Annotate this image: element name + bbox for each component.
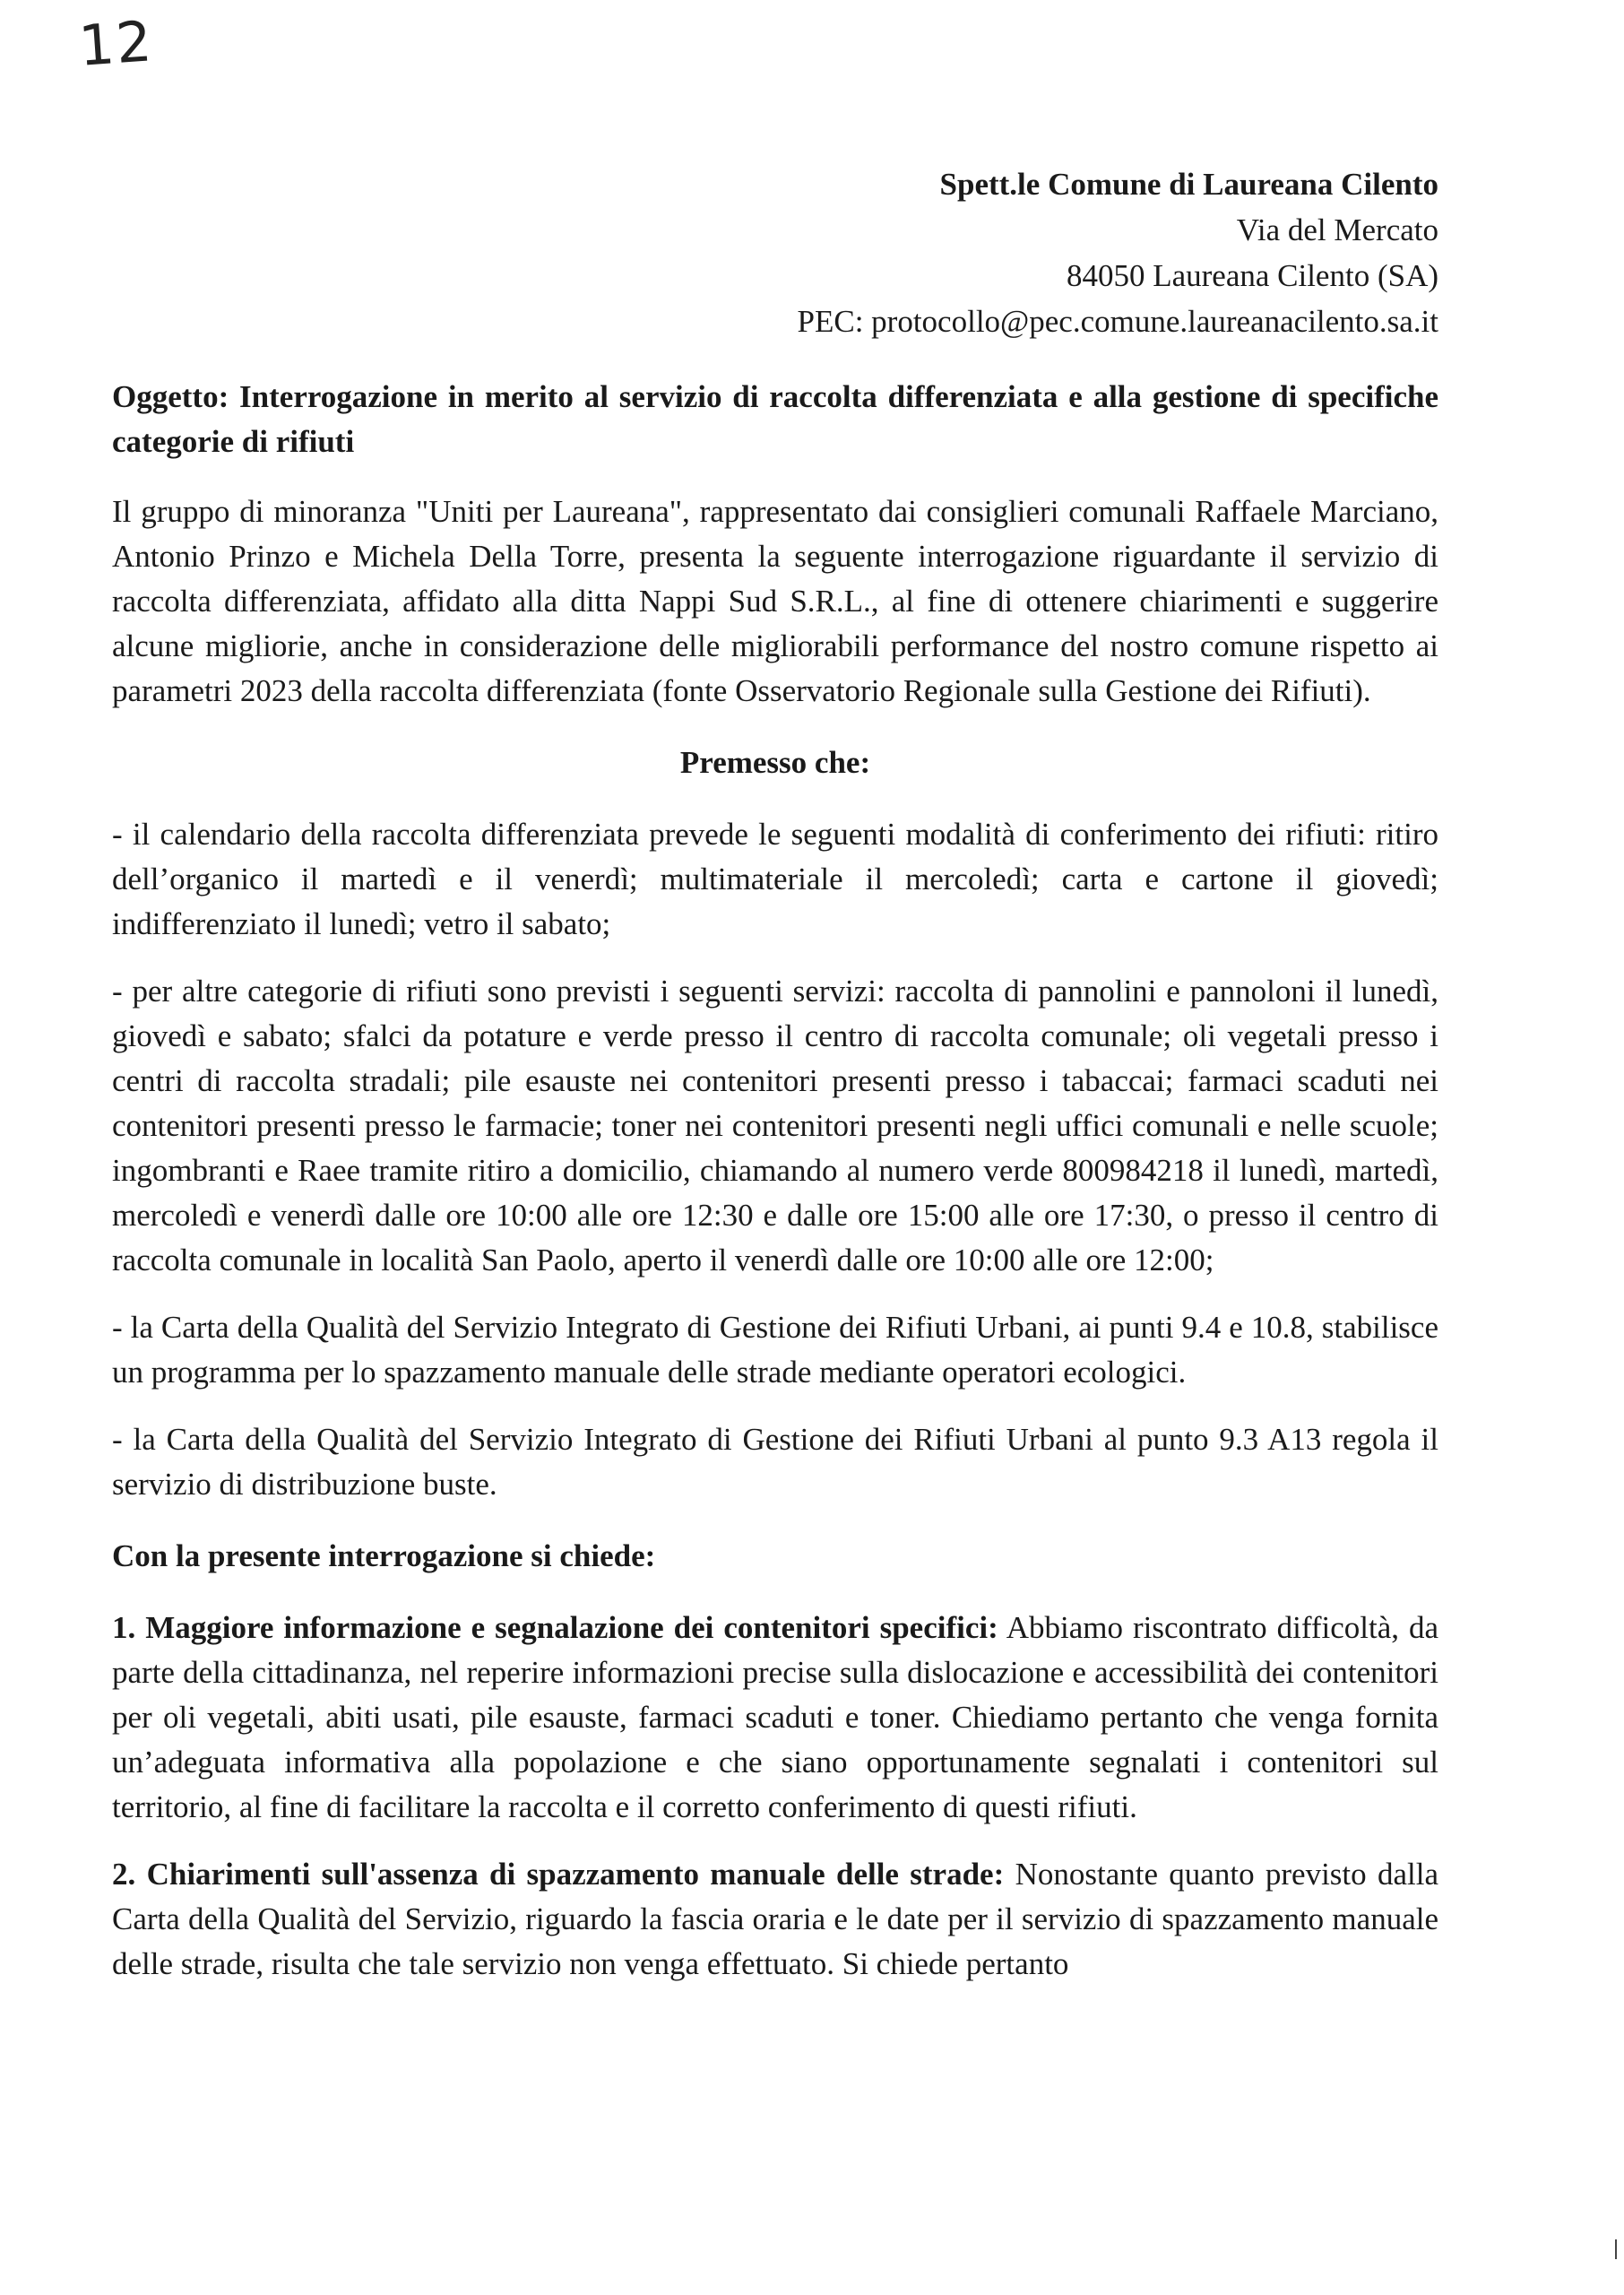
request-item <box>112 1606 1438 1830</box>
premesso-heading: Premesso che: <box>679 745 871 780</box>
recipient-pec: PEC: protocollo@pec.comune.laureanacilento.sa.it <box>797 304 1438 339</box>
premesso-item: - la Carta della Qualità del Servizio Integrato di Gestione dei Rifiuti Urbani al punto 9.3 A13 regola il servizio di distribuzione buste. <box>112 1422 1438 1502</box>
recipient-street: Via del Mercato <box>1236 212 1438 247</box>
scan-edge-mark <box>1615 2239 1617 2259</box>
recipient-address-block <box>798 161 1438 344</box>
handwritten-page-number: 12 <box>76 8 156 79</box>
intro-paragraph: Il gruppo di minoranza "Uniti per Laureana", rappresentato dai consiglieri comunali Raffaele Marciano, Antonio Prinzo e Michela Della Torre, presenta la seguente interrogazione riguardante il servizio di raccolta differenziata, affidato alla ditta Nappi Sud S.R.L., al fine di ottenere chiarimenti e suggerire alcune migliorie, anche in considerazione delle migliorabili performance del nostro comune rispetto ai parametri 2023 della raccolta differenziata (fonte Osservatorio Regionale sulla Gestione dei Rifiuti). <box>112 494 1438 708</box>
premesso-item: - per altre categorie di rifiuti sono previsti i seguenti servizi: raccolta di pannolini e pannoloni il lunedì, giovedì e sabato; sfalci da potature e verde presso il centro di raccolta comunale; oli vegetali presso i centri di raccolta stradali; pile esauste nei contenitori presenti presso i tabaccai; farmaci scaduti nei contenitori presenti presso le farmacie; toner nei contenitori presenti negli uffici comunali e nelle scuole; ingombranti e Raee tramite ritiro a domicilio, chiamando al numero verde 800984218 il lunedì, martedì, mercoledì e venerdì dalle ore 10:00 alle ore 12:30 e dalle ore 15:00 alle ore 17:30, o presso il centro di raccolta comunale in località San Paolo, aperto il venerdì dalle ore 10:00 alle ore 12:00; <box>112 974 1438 1277</box>
premesso-item: - il calendario della raccolta differenziata prevede le seguenti modalità di conferimento dei rifiuti: ritiro dell’organico il martedì e il venerdì; multimateriale il mercoledì; carta e cartone il giovedì; indifferenziato il lunedì; vetro il sabato; <box>112 817 1438 941</box>
request-body: Abbiamo riscontrato difficoltà, da parte della cittadinanza, nel reperire informazioni precise sulla dislocazione e accessibilità dei contenitori per oli vegetali, abiti usati, pile esauste, farmaci scaduti e toner. Chiediamo pertanto che venga fornita un’adeguata informativa alla popolazione e che siano opportunamente segnalati i contenitori sul territorio, al fine di facilitare la raccolta e il corretto conferimento di questi rifiuti. <box>112 1610 1438 1824</box>
recipient-city: 84050 Laureana Cilento (SA) <box>1066 258 1438 293</box>
requests-heading: Con la presente interrogazione si chiede: <box>112 1538 656 1573</box>
request-title: 2. Chiarimenti sull'assenza di spazzamento manuale delle strade: <box>112 1857 1005 1892</box>
subject-line: Oggetto: Interrogazione in merito al servizio di raccolta differenziata e alla gestione di specifiche categorie di rifiuti <box>112 379 1438 459</box>
request-item <box>112 1852 1438 1987</box>
request-body: Nonostante quanto previsto dalla Carta della Qualità del Servizio, riguardo la fascia oraria e le date per il servizio di spazzamento manuale delle strade, risulta che tale servizio non venga effettuato. Si chiede pertanto <box>112 1857 1438 1981</box>
recipient-name: Spett.le Comune di Laureana Cilento <box>939 167 1438 202</box>
premesso-item: - la Carta della Qualità del Servizio Integrato di Gestione dei Rifiuti Urbani, ai punti 9.4 e 10.8, stabilisce un programma per lo spazzamento manuale delle strade mediante operatori ecologici. <box>112 1310 1438 1390</box>
request-title: 1. Maggiore informazione e segnalazione dei contenitori specifici: <box>112 1610 998 1645</box>
letter-body <box>112 375 1438 2009</box>
